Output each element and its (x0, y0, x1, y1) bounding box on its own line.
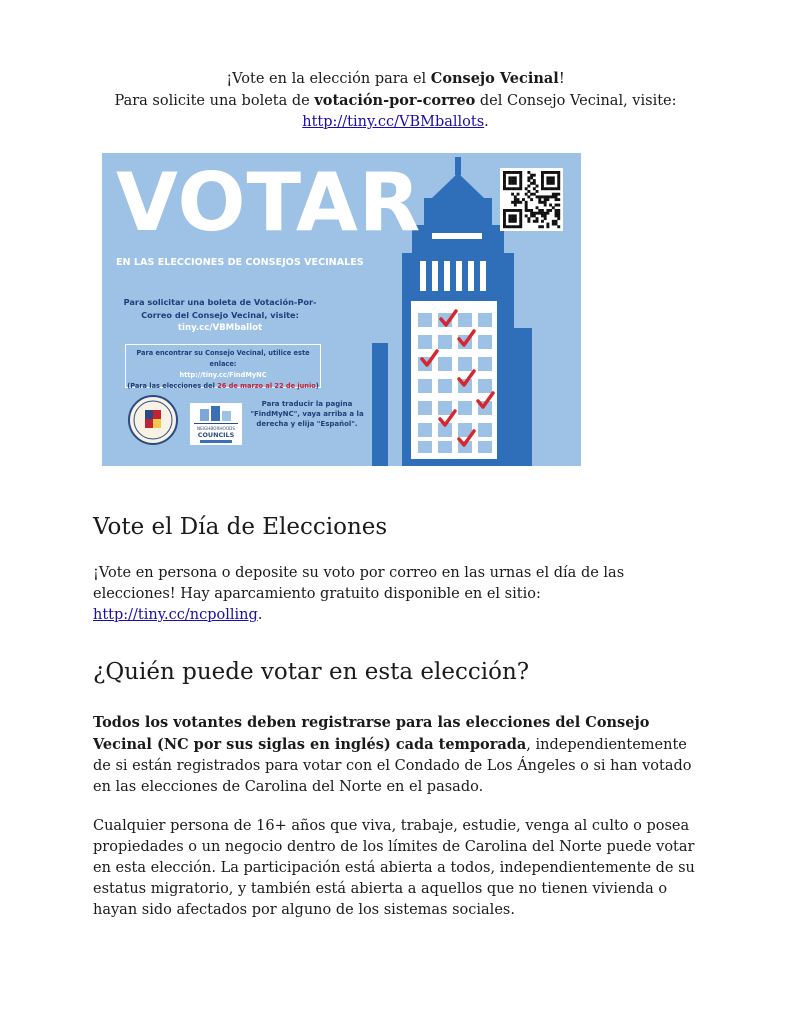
find-text: Para encontrar su Consejo Vecinal, utilice este enlace: (136, 349, 310, 368)
find-link-text: http://tiny.cc/FindMyNC (179, 371, 267, 379)
find-dates: 26 de marzo al 22 de junio (217, 382, 316, 390)
building-roof (432, 173, 484, 198)
building-left-wing (372, 343, 388, 466)
request-link-text: tiny.cc/VBMballot (177, 323, 263, 333)
find-dates-suffix: ) (315, 382, 319, 390)
banner-headline: VOTAR (116, 156, 422, 249)
intro-block (0, 68, 791, 133)
intro-text: ! (558, 71, 565, 87)
election-day-text: ¡Vote en persona o deposite su voto por correo en las urnas el día de las elecciones! Hay aparcamiento gratuito disponible en el sitio: (93, 565, 625, 602)
svg-text:NEIGHBORHOODS: NEIGHBORHOODS (196, 426, 236, 431)
building-spire (455, 157, 461, 175)
who-can-vote-paragraph-2: Cualquier persona de 16+ años que viva, trabaje, estudie, venga al culto o posea propiedades o un negocio dentro de los límites de Carolina del Norte puede votar en esta elección. La participación está abierta a todos, independientemente de su estatus migratorio, y también está abierta a aquellos que no tienen vivienda o hayan sido afectados por alguno de los sistemas sociales. (93, 818, 695, 918)
city-seal-graphic (130, 397, 176, 443)
link-suffix: . (257, 607, 263, 623)
building-tower-top (424, 198, 492, 226)
who-can-vote-paragraph-1 (93, 712, 703, 798)
ncpolling-link[interactable]: http://tiny.cc/ncpolling (93, 607, 258, 623)
find-dates-prefix: (Para las elecciones del (127, 382, 218, 390)
intro-text: . (484, 114, 489, 130)
nc-logo-graphic (190, 403, 242, 445)
city-seal-logo (128, 395, 178, 445)
svg-text:COUNCILS: COUNCILS (197, 431, 235, 439)
intro-line-1 (0, 68, 791, 90)
building-tower-mid (412, 225, 504, 255)
intro-line-2 (0, 90, 791, 112)
neighborhood-councils-logo (190, 403, 242, 445)
section-heading-who-can-vote: ¿Quién puede votar en esta elección? (93, 659, 530, 685)
banner-translate-text: Para traducir la pagina "FindMyNC", vaya arriba a la derecha y elija "Español". (250, 400, 364, 428)
vbm-ballots-link[interactable]: http://tiny.cc/VBMballots (302, 114, 485, 130)
qr-code-graphic (500, 168, 563, 231)
intro-text: ¡Vote en la elección para el (226, 71, 431, 87)
banner-subheadline: EN LAS ELECCIONES DE CONSEJOS VECINALES (116, 257, 364, 268)
intro-text: del Consejo Vecinal, visite: (475, 93, 677, 109)
registration-requirement-bold: Todos los votantes deben registrarse para las elecciones del Consejo Vecinal (NC por sus siglas en inglés) cada temporada (93, 714, 650, 753)
intro-text: Para solicite una boleta de (114, 93, 315, 109)
intro-bold: Consejo Vecinal (430, 70, 559, 87)
intro-line-3 (0, 112, 791, 133)
section-heading-election-day: Vote el Día de Elecciones (93, 514, 388, 540)
request-text: Para solicitar una boleta de Votación-Por-Correo del Consejo Vecinal, visite: (123, 297, 317, 320)
qr-code-icon (500, 168, 563, 231)
banner-find-box (125, 344, 321, 388)
registration-requirement-text: , independientemente de si están registrados para votar con el Condado de Los Ángeles o si han votado en las elecciones de Carolina del Norte en el pasado. (93, 737, 692, 795)
intro-bold: votación-por-correo (314, 92, 476, 109)
banner-request-text (120, 296, 320, 335)
building-right-wing (514, 328, 532, 466)
votar-banner-image (102, 153, 581, 466)
section-election-day-body (93, 563, 703, 626)
